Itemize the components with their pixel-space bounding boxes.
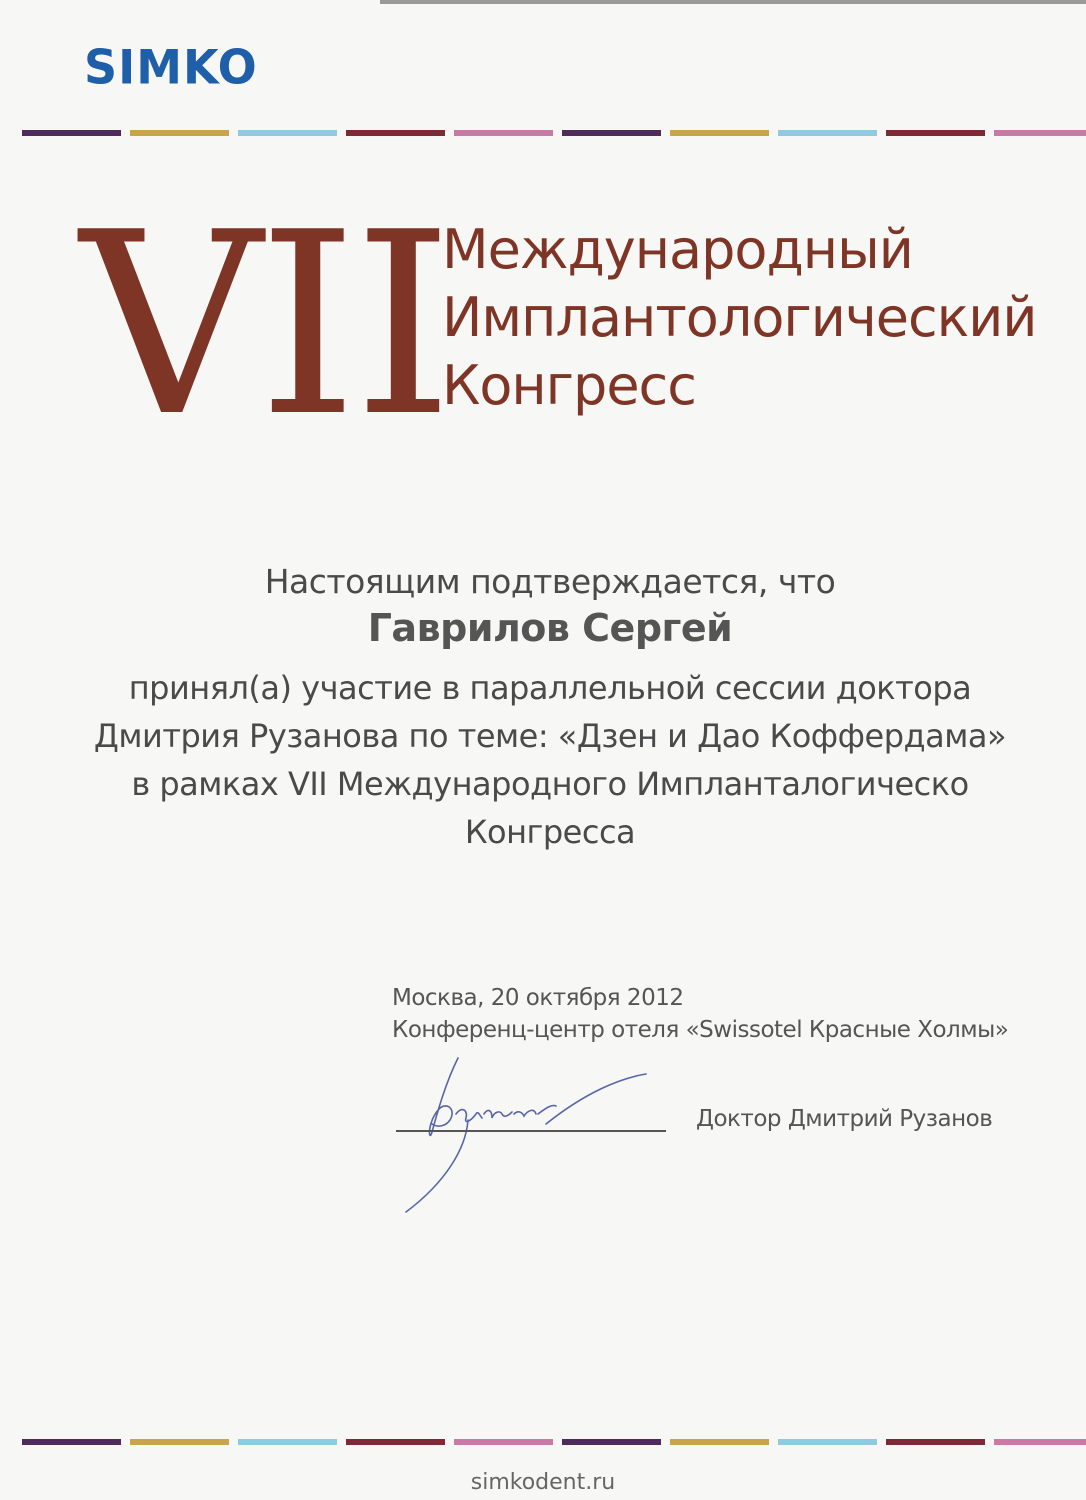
congress-title-line: Конгресс [442, 354, 696, 417]
signature-line [396, 1130, 666, 1132]
color-stripe-bottom [22, 1439, 1086, 1445]
stripe-segment [346, 130, 445, 136]
congress-title-line: Имплантологический [442, 286, 1037, 349]
stripe-segment [454, 130, 553, 136]
certificate-body-line: принял(а) участие в параллельной сессии доктора [128, 669, 972, 707]
certificate-body-line: в рамках VII Международного Импланталогическо [131, 765, 969, 803]
stripe-segment [238, 1439, 337, 1445]
stripe-segment [886, 130, 985, 136]
stripe-segment [22, 1439, 121, 1445]
stripe-segment [670, 130, 769, 136]
stripe-segment [346, 1439, 445, 1445]
congress-title [442, 216, 1036, 420]
certificate-body-line: Дмитрия Рузанова по теме: «Дзен и Дао Коффердама» [93, 717, 1007, 755]
stripe-segment [238, 130, 337, 136]
date-line: Москва, 20 октября 2012 [392, 985, 684, 1011]
stripe-segment [22, 130, 121, 136]
certificate-intro: Настоящим подтверждается, что [264, 562, 836, 601]
participant-name: Гаврилов Сергей [367, 606, 733, 650]
stripe-segment [130, 1439, 229, 1445]
simko-logo: SIMKO [84, 39, 258, 95]
signer-name: Доктор Дмитрий Рузанов [696, 1106, 993, 1132]
stripe-segment [778, 1439, 877, 1445]
stripe-segment [778, 130, 877, 136]
place-line: Конференц-центр отеля «Swissotel Красные Холмы» [392, 1017, 1009, 1043]
venue-block [392, 982, 1008, 1046]
stripe-segment [562, 1439, 661, 1445]
stripe-segment [562, 130, 661, 136]
stripe-segment [886, 1439, 985, 1445]
stripe-segment [994, 1439, 1086, 1445]
stripe-segment [670, 1439, 769, 1445]
certificate-body [40, 664, 1060, 856]
color-stripe-top [22, 130, 1086, 136]
stripe-segment [454, 1439, 553, 1445]
congress-title-line: Международный [442, 218, 913, 281]
stripe-segment [994, 130, 1086, 136]
scan-edge [380, 0, 1086, 4]
handwritten-signature [396, 1052, 666, 1222]
certificate-body-line: Конгресса [464, 813, 636, 851]
stripe-segment [130, 130, 229, 136]
roman-numeral: VII [80, 179, 450, 472]
website-url: simkodent.ru [470, 1470, 616, 1495]
